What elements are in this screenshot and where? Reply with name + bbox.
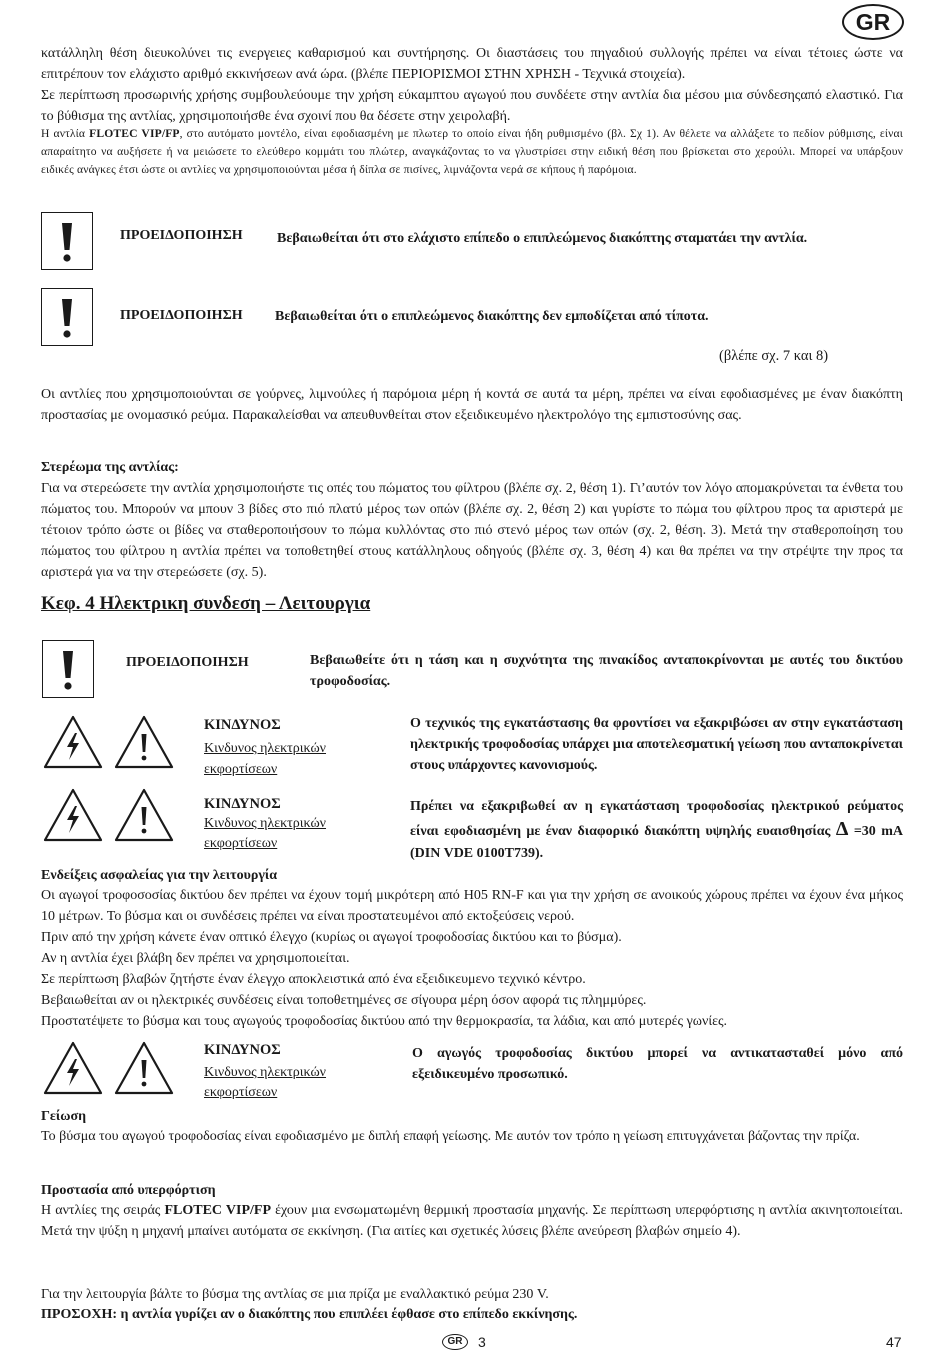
brand-name: FLOTEC VIP/FP <box>89 127 180 140</box>
grounding-paragraph: Το βύσμα του αγωγού τροφοδοσίας είναι εφοδιασμένο με διπλή επαφή γείωσης. Με αυτόν τον τρόπο η γείωση επιτυγχάνεται βάζοντας την πρίζα. <box>41 1129 860 1144</box>
danger-subtitle: εκφορτίσεων <box>204 1085 278 1100</box>
warning-triangle-icon <box>113 787 175 843</box>
intro-paragraph-1: κατάλληλη θέση διευκολύνει τις ενεργειες καθαρισμού και συντήρησης. Οι διαστάσεις του πηγαδιού συλλογής πρέπει να είναι τέτοιες ώστε να επιτρέπουν τον ελάχιστο αριθμό εκκινήσεων ανά ώρα. (βλέπε ΠΕΡΙΟΡΙΣΜΟΙ ΣΤΗΝ ΧΡΗΣΗ - Τεχνικά στοιχεία). <box>41 46 903 82</box>
intro-paragraph-3: Η αντλία FLOTEC VIP/FP, στο αυτόματο μοντέλο, είναι εφοδιασμένη με πλωτερ το οποίο είναι ήδη ρυθμισμένο (βλ. Σχ 1). Αν θέλετε να αλλάξετε το πεδίον ρύθμισης, είναι απαραίτητο να αυξήσετε ή να μειώσετε το ελεύθερο κομμάτι του πλώτερ, αναγκάζοντας το να γλυστρίσει στην ειδική θέση που βρίσκεται στο χερούλι. Μπορεί να υπάρξουν ειδικές ανάγκες έτσι ώστε οι αντλίες να χρησιμοποιούνται μέσα ή δίπλα σε πισίνες, λιμνάζοντα νερά σε κήπους ή παρόμοια. <box>41 127 903 176</box>
warning-label: ΠΡΟΕΙΔΟΠΟΙΗΣΗ <box>126 655 249 670</box>
safety-line: Σε περίπτωση βλαβών ζητήστε έναν έλεγχο αποκλειστικά από ένα εξειδικευμενο τεχνικό κέντρο. <box>41 972 586 987</box>
figure-reference: (βλέπε σχ. 7 και 8) <box>719 348 829 364</box>
footer-section <box>442 1333 486 1351</box>
grounding-heading: Γείωση <box>41 1109 87 1124</box>
danger-label: ΚΙΝΔΥΝΟΣ <box>204 717 281 733</box>
brand-name: FLOTEC VIP/FP <box>164 1203 271 1218</box>
delta-symbol: Δ <box>835 818 849 840</box>
gr-footer-badge: GR <box>442 1334 468 1350</box>
warning-message: Βεβαιωθείται ότι στο ελάχιστο επίπεδο ο επιπλεώμενος διακόπτης σταματάει την αντλία. <box>277 231 808 246</box>
electric-shock-triangle-icon <box>42 1040 104 1096</box>
page-number: 47 <box>886 1334 902 1350</box>
section-number: 3 <box>478 1334 486 1351</box>
warning-triangle-icon <box>113 714 175 770</box>
danger-message: Ο τεχνικός της εγκατάστασης θα φροντίσει να εξακριβώσει αν στην εγκατάσταση ηλεκτρικής τροφοδοσίας υπάρχει μια αποτελεσματική γείωση που ανταποκρίνεται στους υπάρχοντες κανονισμούς. <box>410 716 903 773</box>
mounting-paragraph: Για να στερεώσετε την αντλία χρησιμοποιήστε τις οπές του πώματος του φίλτρου (βλέπε σχ. 2, θέση 1). Γι’αυτόν τον λόγο απομακρύνεται τα ένθετα του πώματος του. Μπορούν να μπουν 3 βίδες στο πιό πλατύ μέρος των οπών (βλέπε σχ. 2, θέση 2) και γυρίστε το πώμα του φίλτρου προς τα αριστερά με τέτοιον τρόπο ώστε οι βίδες να σταθεροποιήσουν το πώμα κυλλόντας στο πιό στενό μέρος των οπών (σχ. 2, θέση. 3). Μετά την σταθεροποίηση του πώματος του φίλτρου η αντλία πρέπει να τοποθετηθεί στους κατάλληλους οδηγούς (βλέπε σχ. 3, θέση 4) και θα πρέπει να την στρέψτε την προς τα αριστερά για να την στερεώσετε (σχ. 5). <box>41 481 903 580</box>
warning-label: ΠΡΟΕΙΔΟΠΟΙΗΣΗ <box>120 228 243 243</box>
gr-language-badge: GR <box>842 4 904 40</box>
operation-paragraph: Για την λειτουργία βάλτε το βύσμα της αντλίας σε μια πρίζα με εναλλακτικό ρεύμα 230 V. <box>41 1287 549 1302</box>
warning-exclamation-icon <box>41 212 93 270</box>
safety-line: Οι αγωγοί τροφοσοσίας δικτύου δεν πρέπει να έχουν τομή μικρότερη από H05 RN-F και για την χρήση σε ανοικούς χώρους πρέπει να έχουν ένα μήκος 10 μέτρων. Το βύσμα και οι συνδέσεις πρέπει να είναι προστατευμένοι από εκτοξεύσεις νερού. <box>41 888 903 924</box>
warning-label: ΠΡΟΕΙΔΟΠΟΙΗΣΗ <box>120 308 243 323</box>
warning-triangle-icon <box>113 1040 175 1096</box>
electric-shock-triangle-icon <box>42 714 104 770</box>
danger-label: ΚΙΝΔΥΝΟΣ <box>204 1042 281 1058</box>
intro-section <box>41 43 903 127</box>
danger-subtitle: εκφορτίσεων <box>204 762 278 777</box>
danger-message: Ο αγωγός τροφοδοσίας δικτύου μπορεί να αντικατασταθεί μόνο από εξειδικευμένο προσωπικό. <box>412 1046 903 1082</box>
warning-message: Βεβαιωθείται ότι ο επιπλεώμενος διακόπτης δεν εμποδίζεται από τίποτα. <box>275 309 709 324</box>
chapter-title: Κεφ. 4 Ηλεκτρικη συνδεση – Λειτουργια <box>41 593 371 614</box>
safety-line: Αν η αντλία έχει βλάβη δεν πρέπει να χρησιμοποιείται. <box>41 951 350 966</box>
warning-exclamation-icon <box>42 640 94 698</box>
mounting-heading: Στερέωμα της αντλίας: <box>41 460 179 475</box>
overload-heading: Προστασία από υπερφόρτιση <box>41 1183 216 1198</box>
intro-paragraph-2: Σε περίπτωση προσωρινής χρήσης συμβουλεύουμε την χρήση εύκαμπτου αγωγού που συνδέετε στην αντλία δια μέσου μια σύνδεσηςαπό ελαστικό. Για το βύθισμα της αντλίας, χρησιμοποιήσθε ένα σχοινί που θα δέσετε στην χειρολαβή. <box>41 88 903 124</box>
ponds-paragraph: Οι αντλίες που χρησιμοποιούνται σε γούρνες, λιμνούλες ή παρόμοια μέρη ή κοντά σε αυτά τα μέρη, πρέπει να είναι εφοδιασμένες με έναν διακόπτη προστασίας με ονομασικό ρεύμα. Παρακαλείσθαι να απευθυνθείται στον εξειδικευμένο ηλεκτρολόγο της εμπιστοσύνης σας. <box>41 387 903 423</box>
danger-subtitle: Κινδυνος ηλεκτρικών <box>204 816 327 831</box>
warning-message: Βεβαιωθείτε ότι η τάση και η συχνότητα της πινακίδος ανταποκρίνονται με αυτές του δικτύου τροφοδοσίας. <box>310 653 903 689</box>
danger-subtitle: εκφορτίσεων <box>204 836 278 851</box>
warning-exclamation-icon <box>41 288 93 346</box>
danger-subtitle: Κινδυνος ηλεκτρικών <box>204 741 327 756</box>
overload-paragraph: Η αντλίες της σειράς FLOTEC VIP/FP έχουν μια ενσωματωμένη θερμική προστασία μηχανής. Σε περίπτωση υπερφόρτισης η αντλία ακινητοποιείται. Μετά την ψύξη η μηχανή μπαίνει αυτόματα σε εκκίνηση. (Για αιτίες και σχετικές λύσεις βλέπε ανεύρεση βλαβών σημείο 4). <box>41 1203 903 1239</box>
danger-subtitle: Κινδυνος ηλεκτρικών <box>204 1065 327 1080</box>
danger-message: Πρέπει να εξακριβωθεί αν η εγκατάσταση τροφοδοσίας ηλεκτρικού ρεύματος είναι εφοδιασμένη με έναν διαφορικό διακόπτη υψηλής ευαισθησίας Δ =30 mA (DIN VDE 0100T739). <box>410 799 903 861</box>
safety-list <box>41 885 903 1032</box>
safety-heading: Ενδείξεις ασφαλείας για την λειτουργία <box>41 868 278 883</box>
safety-line: Προστατέψετε το βύσμα και τους αγωγούς τροφοδοσίας δικτύου από την θερμοκρασία, τα λάδια, και από μυτερές γωνίες. <box>41 1014 728 1029</box>
electric-shock-triangle-icon <box>42 787 104 843</box>
safety-line: Βεβαιωθείται αν οι ηλεκτρικές συνδέσεις είναι τοποθετημένες σε σίγουρα μέρη όσον αφορά τις πλημμύρες. <box>41 993 647 1008</box>
safety-line: Πριν από την χρήση κάνετε έναν οπτικό έλεγχο (κυρίως οι αγωγοί τροφοδοσίας δικτύου και το βύσμα). <box>41 930 622 945</box>
caution-note: ΠΡΟΣΟΧΗ: η αντλία γυρίζει αν ο διακόπτης που επιπλέει έφθασε στο επίπεδο εκκίνησης. <box>41 1307 578 1322</box>
danger-label: ΚΙΝΔΥΝΟΣ <box>204 796 281 812</box>
